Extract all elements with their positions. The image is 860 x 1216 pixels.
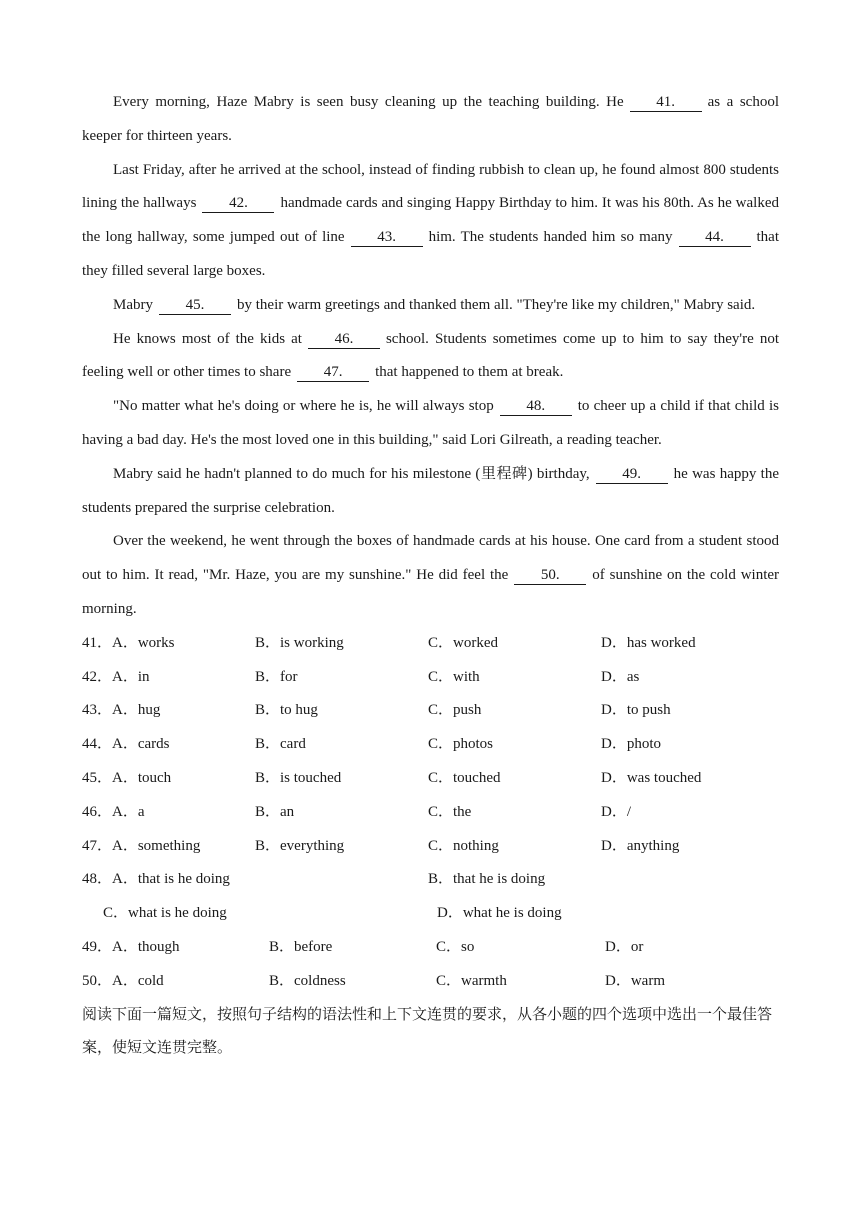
option-c: C．worked [428, 634, 498, 651]
option-d: D．or [605, 938, 644, 955]
option-b: B．coldness [269, 972, 346, 989]
passage-paragraph [82, 458, 779, 526]
option-a: 49．A．though [82, 938, 180, 955]
option-c: C．so [436, 938, 475, 955]
passage-text: to cheer up a child if that child is having a bad day. He's the most loved one in this building," said Lori Gilreath, a reading teacher. [82, 398, 779, 448]
passage-text: that happened to them at break. [375, 364, 564, 381]
option-a: 48．A．that is he doing [82, 871, 230, 888]
option-c: C．push [428, 702, 482, 719]
option-b: B．that he is doing [428, 871, 546, 888]
answer-blank-42: 42. [202, 195, 274, 213]
option-a: 43．A．hug [82, 702, 161, 719]
passage-paragraph [82, 154, 779, 289]
question-row [82, 627, 779, 661]
answer-blank-50: 50. [514, 567, 586, 585]
option-d: D．was touched [601, 769, 702, 786]
option-d: D．what he is doing [437, 905, 562, 922]
answer-blank-47: 47. [297, 364, 369, 382]
option-b: B．is working [255, 634, 344, 651]
option-b: B．an [255, 803, 295, 820]
option-b: B．to hug [255, 702, 318, 719]
question-row [82, 965, 779, 999]
instruction-text: 阅读下面一篇短文，按照句子结构的语法性和上下文连贯的要求，从各小题的四个选项中选出一个最佳答案，使短文连贯完整。 [82, 1006, 773, 1056]
option-a: 41．A．works [82, 634, 175, 651]
option-c: C．nothing [428, 837, 499, 854]
option-a: 42．A．in [82, 668, 150, 685]
question-row [82, 830, 779, 864]
passage-paragraph [82, 323, 779, 391]
passage-paragraph [82, 86, 779, 154]
answer-blank-45: 45. [159, 297, 231, 315]
answer-blank-49: 49. [596, 466, 668, 484]
option-d: D．warm [605, 972, 665, 989]
question-row [82, 728, 779, 762]
question-row [82, 897, 779, 931]
question-row [82, 796, 779, 830]
option-a: 47．A．something [82, 837, 201, 854]
passage-text: by their warm greetings and thanked them all. "They're like my children," Mabry said. [237, 296, 756, 313]
question-row [82, 694, 779, 728]
passage-text: school. Students sometimes come up to him to say they're not feeling well or other times to share [82, 330, 780, 381]
question-list [82, 627, 779, 999]
option-c: C．with [428, 668, 480, 685]
passage-text: that they filled several large boxes. [82, 229, 779, 279]
option-a: 44．A．cards [82, 736, 170, 753]
answer-blank-46: 46. [308, 331, 380, 349]
passage-text: as a school keeper for thirteen years. [82, 94, 779, 144]
option-d: D．anything [601, 837, 680, 854]
option-d: D．as [601, 668, 640, 685]
option-d: D．/ [601, 803, 632, 820]
option-b: B．card [255, 736, 306, 753]
question-row [82, 762, 779, 796]
option-b: B．for [255, 668, 298, 685]
option-d: D．photo [601, 736, 662, 753]
answer-blank-44: 44. [679, 229, 751, 247]
passage-text: he was happy the students prepared the surprise celebration. [82, 465, 779, 516]
option-c: C．what is he doing [103, 905, 227, 922]
passage-text: He knows most of the kids at [113, 330, 302, 347]
question-row [82, 931, 779, 965]
question-row [82, 661, 779, 695]
answer-blank-43: 43. [351, 229, 423, 247]
passage-text: Mabry said he hadn't planned to do much for his milestone (里程碑) birthday, [113, 465, 590, 482]
option-c: C．the [428, 803, 472, 820]
passage-text: Mabry [113, 296, 153, 313]
passage-text: of sunshine on the cold winter morning. [82, 567, 780, 617]
passage-text: Last Friday, after he arrived at the school, instead of finding rubbish to clean up, he found almost 800 students lining the hallways [82, 161, 779, 212]
passage-text: Every morning, Haze Mabry is seen busy cleaning up the teaching building. He [113, 94, 624, 110]
option-a: 45．A．touch [82, 769, 172, 786]
passage-paragraph [82, 289, 779, 323]
option-a: 46．A．a [82, 803, 145, 820]
answer-blank-48: 48. [500, 398, 572, 416]
passage-text: handmade cards and singing Happy Birthday to him. It was his 80th. As he walked the long hallway, some jumped out of line [82, 195, 779, 246]
passage-text: Over the weekend, he went through the boxes of handmade cards at his house. One card from a student stood out to him. It read, "Mr. Haze, you are my sunshine." He did feel the [82, 533, 779, 584]
question-row [82, 863, 779, 897]
option-b: B．everything [255, 837, 345, 854]
option-a: 50．A．cold [82, 972, 164, 989]
passage-text: "No matter what he's doing or where he is, he will always stop [113, 398, 494, 415]
option-b: B．before [269, 938, 333, 955]
passage-paragraph [82, 390, 779, 458]
option-d: D．to push [601, 702, 671, 719]
passage-text: him. The students handed him so many [428, 229, 673, 246]
option-b: B．is touched [255, 769, 342, 786]
document-page [82, 86, 779, 1065]
answer-blank-41: 41. [630, 94, 702, 112]
option-d: D．has worked [601, 634, 696, 651]
option-c: C．warmth [436, 972, 507, 989]
passage-paragraph [82, 525, 779, 626]
option-c: C．touched [428, 769, 501, 786]
option-c: C．photos [428, 736, 494, 753]
